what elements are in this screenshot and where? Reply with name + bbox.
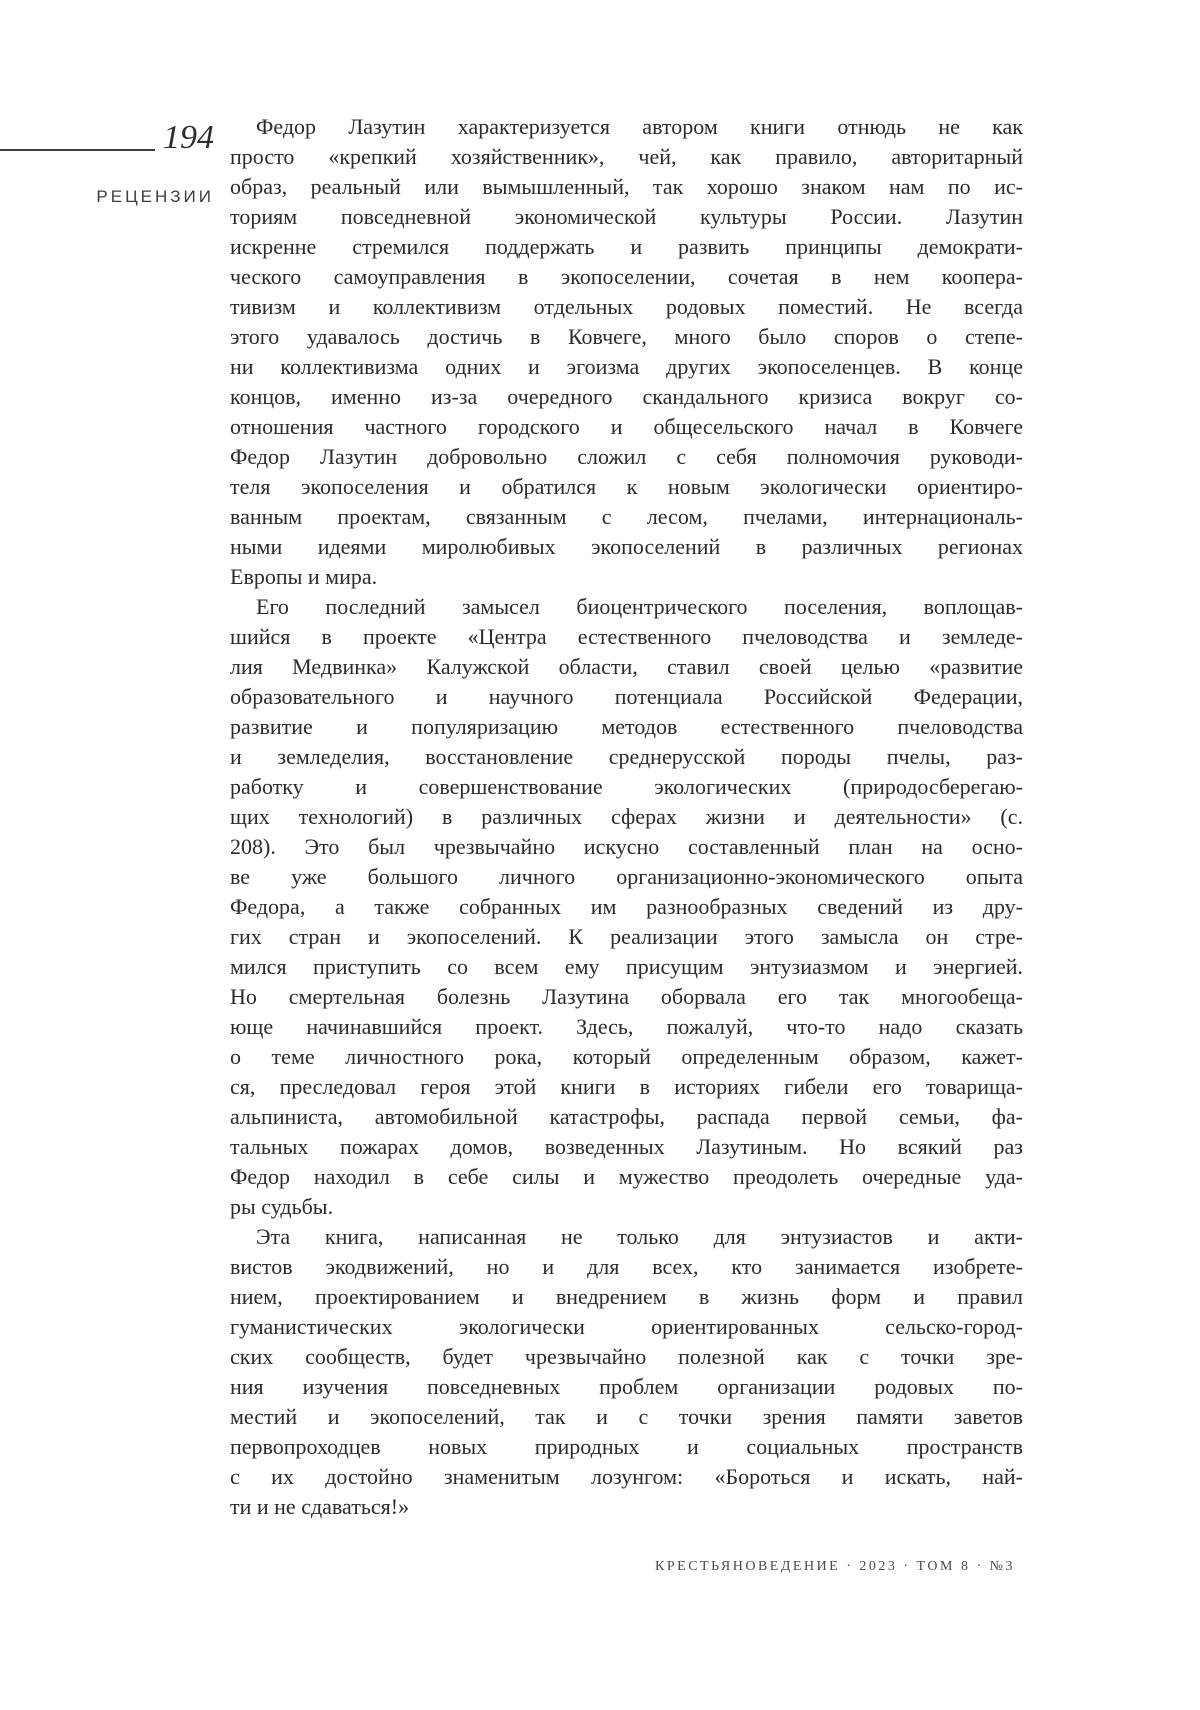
text-line: ториям повседневной экономической культуры России. Лазутин: [230, 204, 1023, 229]
text-line: и земледелия, восстановление среднерусской породы пчелы, раз-: [230, 744, 1023, 769]
article-body: [230, 112, 1023, 1522]
text-line: о теме личностного рока, который определенным образом, кажет-: [230, 1044, 1023, 1069]
paragraph: [230, 112, 1023, 592]
text-line: отношения частного городского и общесельского начал в Ковчеге: [230, 414, 1023, 439]
section-label: РЕЦЕНЗИИ: [96, 187, 214, 206]
text-line: ры судьбы.: [230, 1194, 334, 1219]
text-line: местий и экопоселений, так и с точки зрения памяти заветов: [230, 1404, 1023, 1429]
text-line: Европы и мира.: [230, 564, 378, 589]
paragraph: [230, 592, 1023, 1222]
text-line: ческого самоуправления в экопоселении, сочетая в нем коопера-: [230, 264, 1023, 289]
text-line: альпиниста, автомобильной катастрофы, распада первой семьи, фа-: [230, 1104, 1023, 1129]
text-line: Федор Лазутин характеризуется автором книги отнюдь не как: [256, 114, 1023, 139]
text-line: гуманистических экологически ориентированных сельско-город-: [230, 1314, 1023, 1339]
text-line: щих технологий) в различных сферах жизни и деятельности» (с.: [230, 804, 1023, 829]
text-line: тальных пожарах домов, возведенных Лазутиным. Но всякий раз: [230, 1134, 1023, 1159]
text-line: Федор Лазутин добровольно сложил с себя полномочия руководи-: [230, 444, 1023, 469]
text-line: образовательного и научного потенциала Российской Федерации,: [230, 684, 1023, 709]
text-line: ни коллективизма одних и эгоизма других экопоселенцев. В конце: [230, 354, 1023, 379]
text-line: Федора, а также собранных им разнообразных сведений из дру-: [230, 894, 1023, 919]
text-line: вистов экодвижений, но и для всех, кто занимается изобрете-: [230, 1254, 1023, 1279]
text-line: ся, преследовал героя этой книги в историях гибели его товарища-: [230, 1074, 1023, 1099]
text-line: первопроходцев новых природных и социальных пространств: [230, 1434, 1023, 1459]
text-line: Его последний замысел биоцентрического поселения, воплощав-: [256, 594, 1023, 619]
text-line: 208). Это был чрезвычайно искусно составленный план на осно-: [230, 834, 1023, 859]
journal-footer: КРЕСТЬЯНОВЕДЕНИЕ · 2023 · ТОМ 8 · №3: [655, 1559, 1015, 1574]
text-line: ния изучения повседневных проблем организации родовых по-: [230, 1374, 1023, 1399]
text-line: мился приступить со всем ему присущим энтузиазмом и энергией.: [230, 954, 1023, 979]
text-line: ве уже большого личного организационно-экономического опыта: [230, 864, 1023, 889]
text-line: тивизм и коллективизм отдельных родовых поместий. Не всегда: [230, 294, 1023, 319]
text-line: ными идеями миролюбивых экопоселений в различных регионах: [230, 534, 1023, 559]
text-line: юще начинавшийся проект. Здесь, пожалуй, что-то надо сказать: [230, 1014, 1023, 1039]
text-line: с их достойно знаменитым лозунгом: «Бороться и искать, най-: [230, 1464, 1023, 1489]
text-line: шийся в проекте «Центра естественного пчеловодства и земледе-: [230, 624, 1023, 649]
text-line: ванным проектам, связанным с лесом, пчелами, интернациональ-: [230, 504, 1023, 529]
text-line: нием, проектированием и внедрением в жизнь форм и правил: [230, 1284, 1023, 1309]
text-line: образ, реальный или вымышленный, так хорошо знаком нам по ис-: [230, 174, 1023, 199]
text-line: Но смертельная болезнь Лазутина оборвала его так многообеща-: [230, 984, 1023, 1009]
text-line: развитие и популяризацию методов естественного пчеловодства: [230, 714, 1023, 739]
text-line: работку и совершенствование экологических (природосберегаю-: [230, 774, 1023, 799]
text-line: этого удавалось достичь в Ковчеге, много было споров о степе-: [230, 324, 1023, 349]
text-line: Эта книга, написанная не только для энтузиастов и акти-: [256, 1224, 1023, 1249]
text-line: просто «крепкий хозяйственник», чей, как правило, авторитарный: [230, 144, 1023, 169]
text-line: лия Медвинка» Калужской области, ставил своей целью «развитие: [230, 654, 1023, 679]
text-line: ти и не сдаваться!»: [230, 1494, 410, 1519]
text-line: Федор находил в себе силы и мужество преодолеть очередные уда-: [230, 1164, 1023, 1189]
page-number: 194: [163, 119, 214, 156]
text-line: теля экопоселения и обратился к новым экологически ориентиро-: [230, 474, 1023, 499]
text-line: гих стран и экопоселений. К реализации этого замысла он стре-: [230, 924, 1023, 949]
text-line: концов, именно из-за очередного скандального кризиса вокруг со-: [230, 384, 1023, 409]
paragraph: [230, 1222, 1023, 1522]
text-line: ских сообществ, будет чрезвычайно полезной как с точки зре-: [230, 1344, 1023, 1369]
text-line: искренне стремился поддержать и развить принципы демократи-: [230, 234, 1023, 259]
